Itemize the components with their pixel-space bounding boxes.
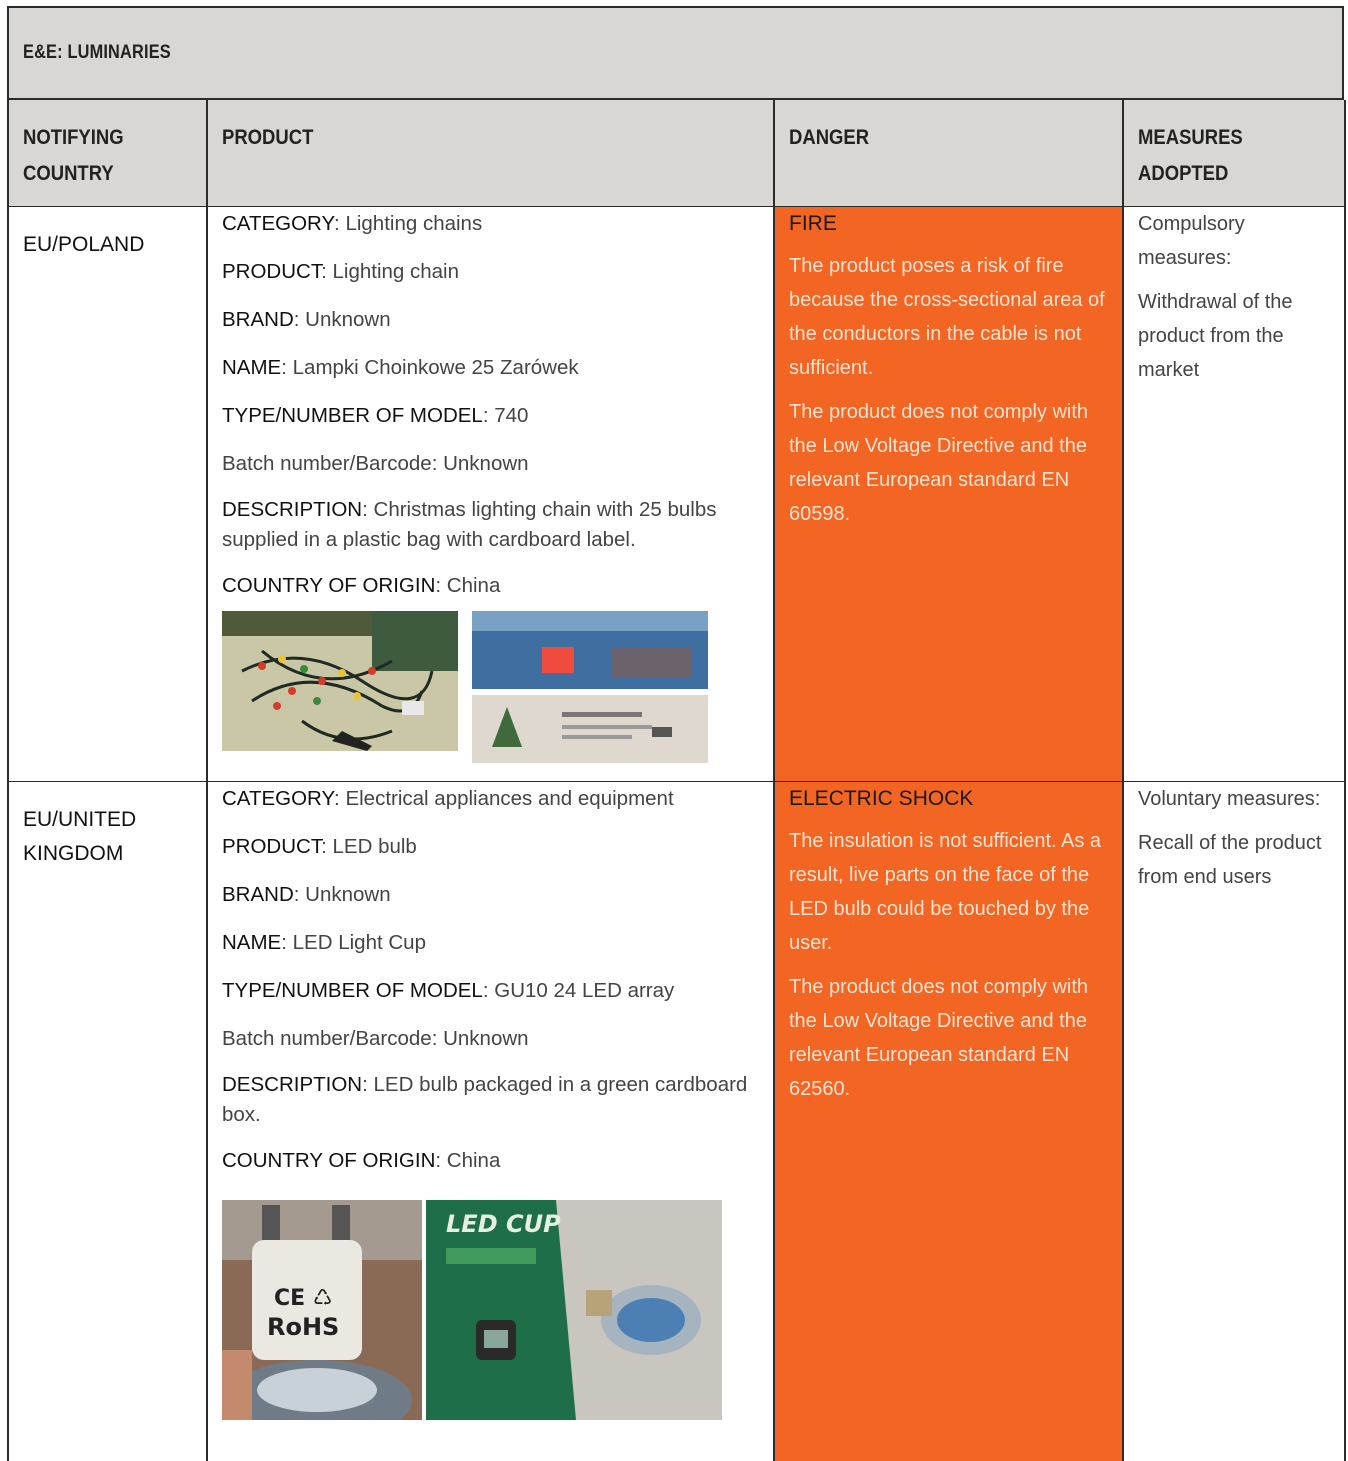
notifying-country: EU/POLAND <box>23 232 145 256</box>
brand-field: BRAND: Unknown <box>222 882 391 906</box>
name-field: NAME: LED Light Cup <box>222 930 426 954</box>
category-field: CATEGORY: Electrical appliances and equipment <box>222 786 674 810</box>
country-cell <box>8 781 207 1461</box>
product-cell <box>207 206 774 781</box>
column-header-country: NOTIFYING COUNTRY <box>8 100 207 206</box>
type-model-field: TYPE/NUMBER OF MODEL: GU10 24 LED array <box>222 978 675 1002</box>
led-bulb-closeup-photo <box>222 1200 422 1420</box>
measures-type: Compulsory measures: <box>1138 212 1245 269</box>
description-field: DESCRIPTION: Christmas lighting chain with 25 bulbs supplied in a plastic bag with cardboard label. <box>222 497 717 551</box>
product-field: PRODUCT: LED bulb <box>222 834 417 858</box>
danger-cell <box>774 206 1123 781</box>
product-photos <box>222 1200 759 1420</box>
country-cell <box>8 206 207 781</box>
danger-title: FIRE <box>789 211 837 235</box>
product-photos <box>222 611 759 763</box>
table-row <box>8 206 1345 781</box>
batch-field: Batch number/Barcode: Unknown <box>222 1026 529 1050</box>
notifications-table <box>7 100 1346 1461</box>
column-header-danger: DANGER <box>774 100 1123 206</box>
type-model-field: TYPE/NUMBER OF MODEL: 740 <box>222 403 529 427</box>
table-header-row <box>8 100 1345 206</box>
document-page <box>7 6 1344 1461</box>
danger-compliance: The product does not comply with the Low Voltage Directive and the relevant European standard EN 62560. <box>789 975 1089 1100</box>
brand-field: BRAND: Unknown <box>222 307 391 331</box>
danger-description: The product poses a risk of fire because the cross-sectional area of the conductors in the cable is not sufficient. <box>789 254 1105 379</box>
danger-cell <box>774 781 1123 1461</box>
rohs-text: RoHS <box>267 1312 340 1341</box>
packaging-label-photo <box>472 607 708 763</box>
name-field: NAME: Lampki Choinkowe 25 Zarówek <box>222 355 579 379</box>
measures-type: Voluntary measures: <box>1138 787 1321 810</box>
section-title: E&E: LUMINARIES <box>23 42 171 63</box>
measures-description: Withdrawal of the product from the market <box>1138 290 1293 381</box>
measures-description: Recall of the product from end users <box>1138 831 1322 888</box>
notifying-country: EU/UNITED KINGDOM <box>23 807 137 865</box>
led-cup-text: LED CUP <box>446 1209 561 1238</box>
product-field: PRODUCT: Lighting chain <box>222 259 460 283</box>
column-header-measures: MEASURES ADOPTED <box>1123 100 1345 206</box>
column-header-product: PRODUCT <box>207 100 774 206</box>
danger-title: ELECTRIC SHOCK <box>789 786 974 810</box>
table-row <box>8 781 1345 1461</box>
origin-field: COUNTRY OF ORIGIN: China <box>222 1148 501 1172</box>
led-cup-box-photo <box>426 1200 722 1420</box>
ce-mark-text: CE ♺ <box>274 1285 333 1311</box>
description-field: DESCRIPTION: LED bulb packaged in a green cardboard box. <box>222 1072 748 1126</box>
measures-cell <box>1123 781 1345 1461</box>
measures-cell <box>1123 206 1345 781</box>
danger-compliance: The product does not comply with the Low Voltage Directive and the relevant European standard EN 60598. <box>789 400 1089 525</box>
product-cell <box>207 781 774 1461</box>
batch-field: Batch number/Barcode: Unknown <box>222 451 529 475</box>
danger-description: The insulation is not sufficient. As a result, live parts on the face of the LED bulb could be touched by the user. <box>789 829 1102 954</box>
category-field: CATEGORY: Lighting chains <box>222 211 483 235</box>
section-title-bar <box>7 6 1344 100</box>
origin-field: COUNTRY OF ORIGIN: China <box>222 573 501 597</box>
lighting-chain-photo <box>222 611 458 751</box>
